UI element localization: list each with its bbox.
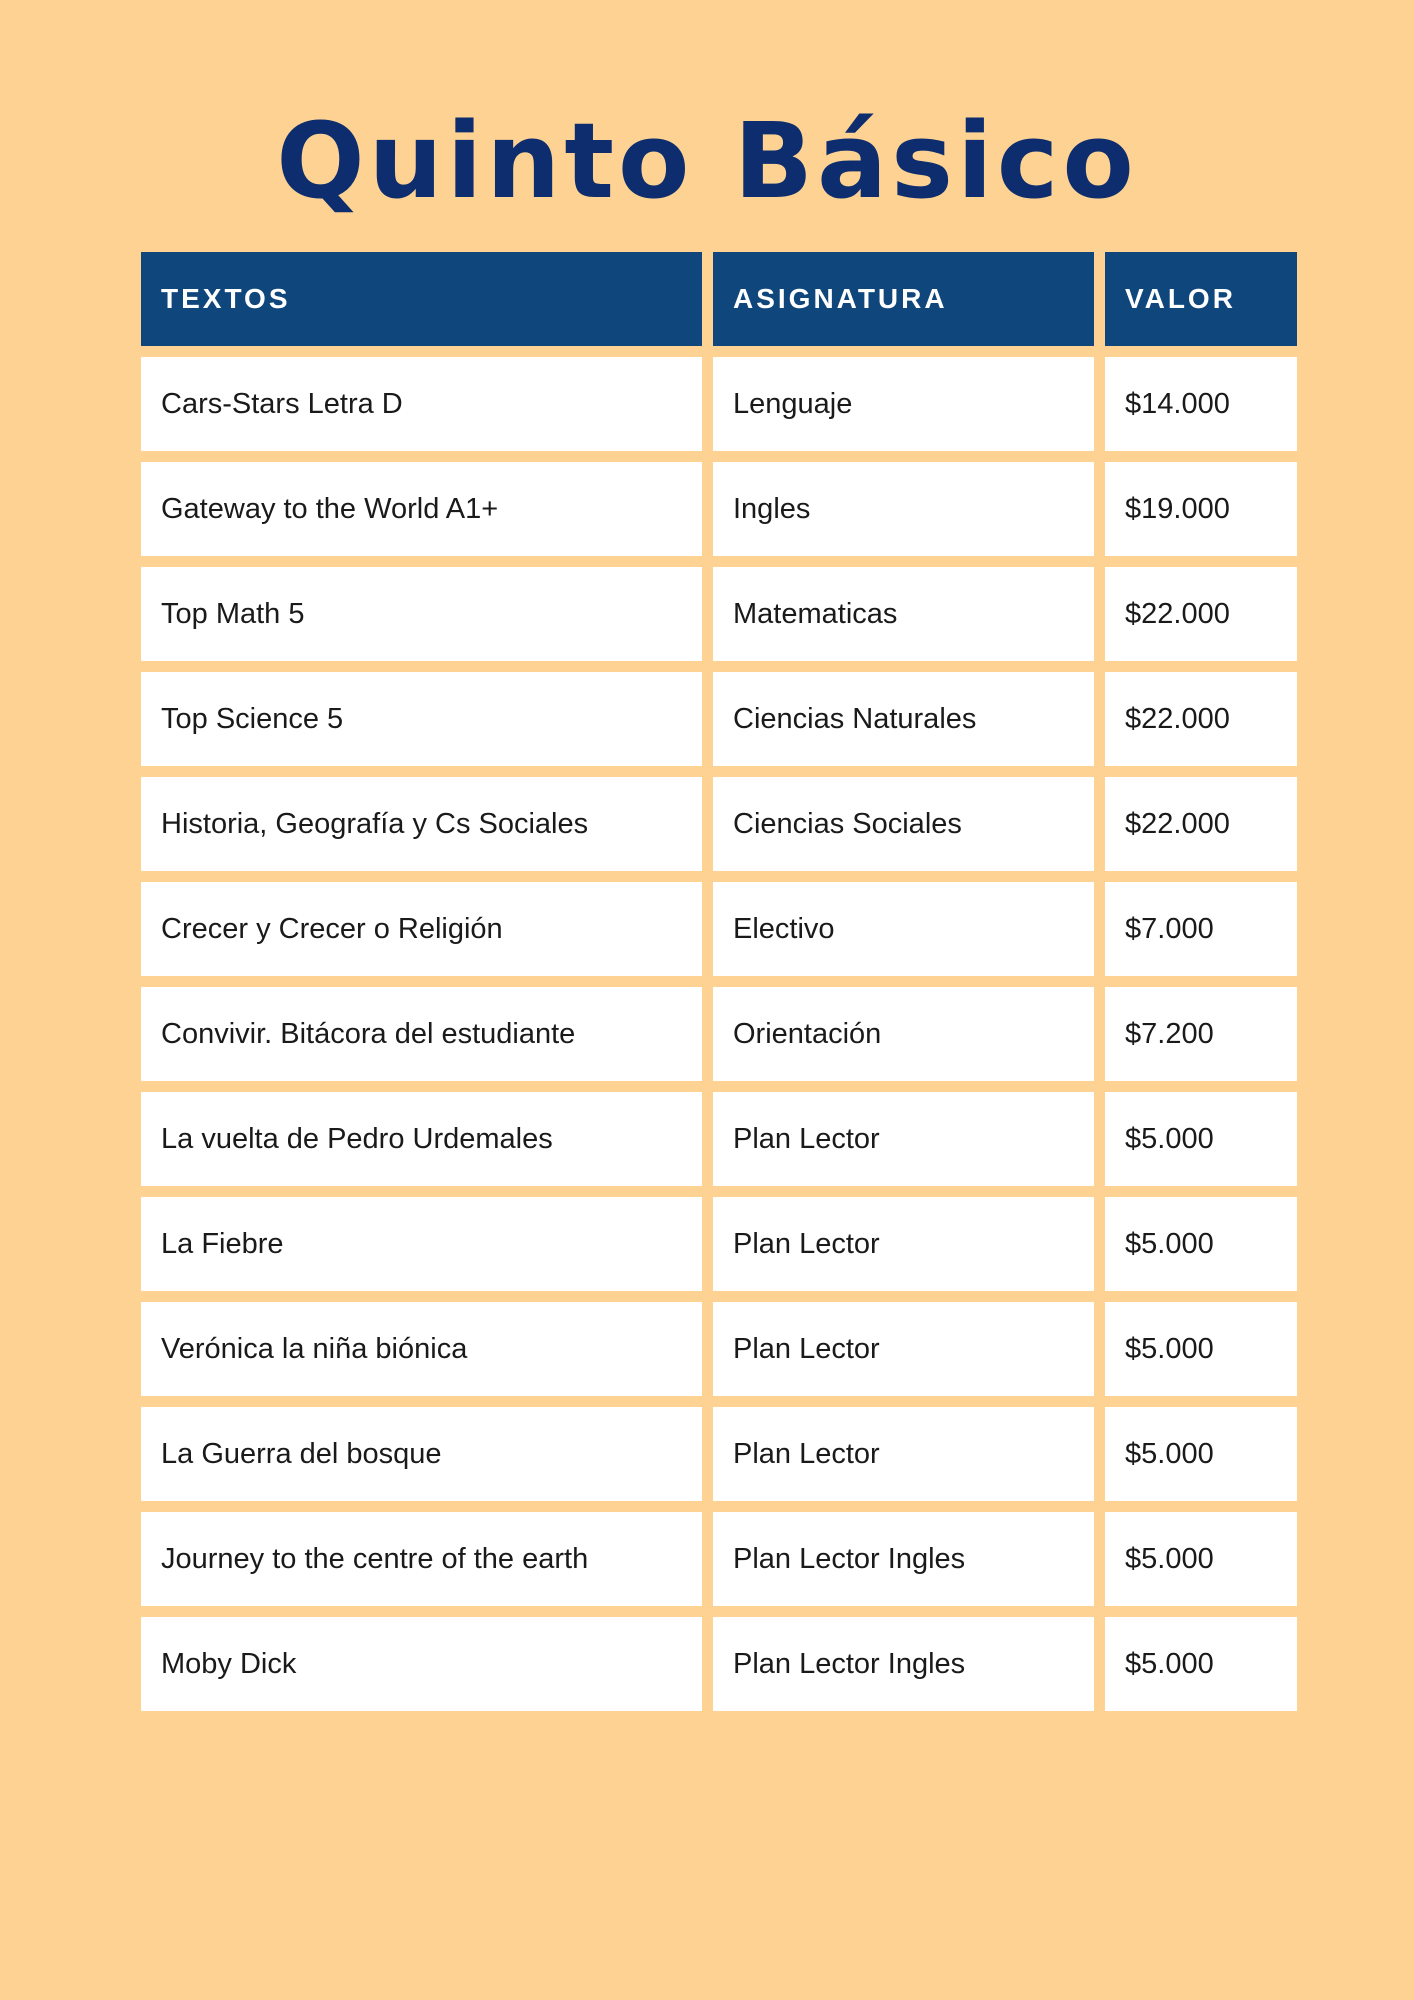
cell-texto: La vuelta de Pedro Urdemales <box>141 1092 702 1186</box>
table-row <box>141 1617 1297 1711</box>
table-row <box>141 672 1297 766</box>
cell-valor: $22.000 <box>1105 567 1297 661</box>
cell-texto: La Fiebre <box>141 1197 702 1291</box>
cell-asignatura: Plan Lector Ingles <box>713 1512 1094 1606</box>
cell-valor: $5.000 <box>1105 1302 1297 1396</box>
table-row <box>141 1197 1297 1291</box>
cell-valor: $19.000 <box>1105 462 1297 556</box>
table-row <box>141 987 1297 1081</box>
cell-texto: Cars-Stars Letra D <box>141 357 702 451</box>
column-header-asignatura: ASIGNATURA <box>713 252 1094 346</box>
cell-asignatura: Electivo <box>713 882 1094 976</box>
cell-valor: $7.200 <box>1105 987 1297 1081</box>
cell-asignatura: Plan Lector <box>713 1407 1094 1501</box>
cell-texto: La Guerra del bosque <box>141 1407 702 1501</box>
cell-asignatura: Ingles <box>713 462 1094 556</box>
cell-valor: $5.000 <box>1105 1197 1297 1291</box>
cell-asignatura: Plan Lector <box>713 1302 1094 1396</box>
table-row <box>141 777 1297 871</box>
table-row <box>141 567 1297 661</box>
cell-valor: $22.000 <box>1105 672 1297 766</box>
book-list-table <box>141 252 1297 1722</box>
cell-valor: $5.000 <box>1105 1617 1297 1711</box>
cell-valor: $7.000 <box>1105 882 1297 976</box>
cell-texto: Convivir. Bitácora del estudiante <box>141 987 702 1081</box>
cell-asignatura: Orientación <box>713 987 1094 1081</box>
cell-texto: Journey to the centre of the earth <box>141 1512 702 1606</box>
cell-valor: $22.000 <box>1105 777 1297 871</box>
cell-texto: Moby Dick <box>141 1617 702 1711</box>
table-header <box>141 252 1297 346</box>
cell-valor: $14.000 <box>1105 357 1297 451</box>
cell-asignatura: Matematicas <box>713 567 1094 661</box>
table-row <box>141 1092 1297 1186</box>
table-row <box>141 1407 1297 1501</box>
cell-asignatura: Ciencias Sociales <box>713 777 1094 871</box>
cell-valor: $5.000 <box>1105 1092 1297 1186</box>
cell-texto: Crecer y Crecer o Religión <box>141 882 702 976</box>
table-row <box>141 1512 1297 1606</box>
cell-texto: Gateway to the World A1+ <box>141 462 702 556</box>
cell-asignatura: Lenguaje <box>713 357 1094 451</box>
cell-texto: Top Science 5 <box>141 672 702 766</box>
cell-asignatura: Plan Lector <box>713 1197 1094 1291</box>
cell-valor: $5.000 <box>1105 1512 1297 1606</box>
page-title: Quinto Básico <box>276 100 1138 222</box>
cell-asignatura: Plan Lector <box>713 1092 1094 1186</box>
cell-texto: Historia, Geografía y Cs Sociales <box>141 777 702 871</box>
column-header-textos: TEXTOS <box>141 252 702 346</box>
cell-texto: Verónica la niña biónica <box>141 1302 702 1396</box>
table-row <box>141 1302 1297 1396</box>
cell-asignatura: Ciencias Naturales <box>713 672 1094 766</box>
cell-asignatura: Plan Lector Ingles <box>713 1617 1094 1711</box>
column-header-valor: VALOR <box>1105 252 1297 346</box>
table-row <box>141 357 1297 451</box>
cell-texto: Top Math 5 <box>141 567 702 661</box>
table-row <box>141 462 1297 556</box>
cell-valor: $5.000 <box>1105 1407 1297 1501</box>
table-row <box>141 882 1297 976</box>
